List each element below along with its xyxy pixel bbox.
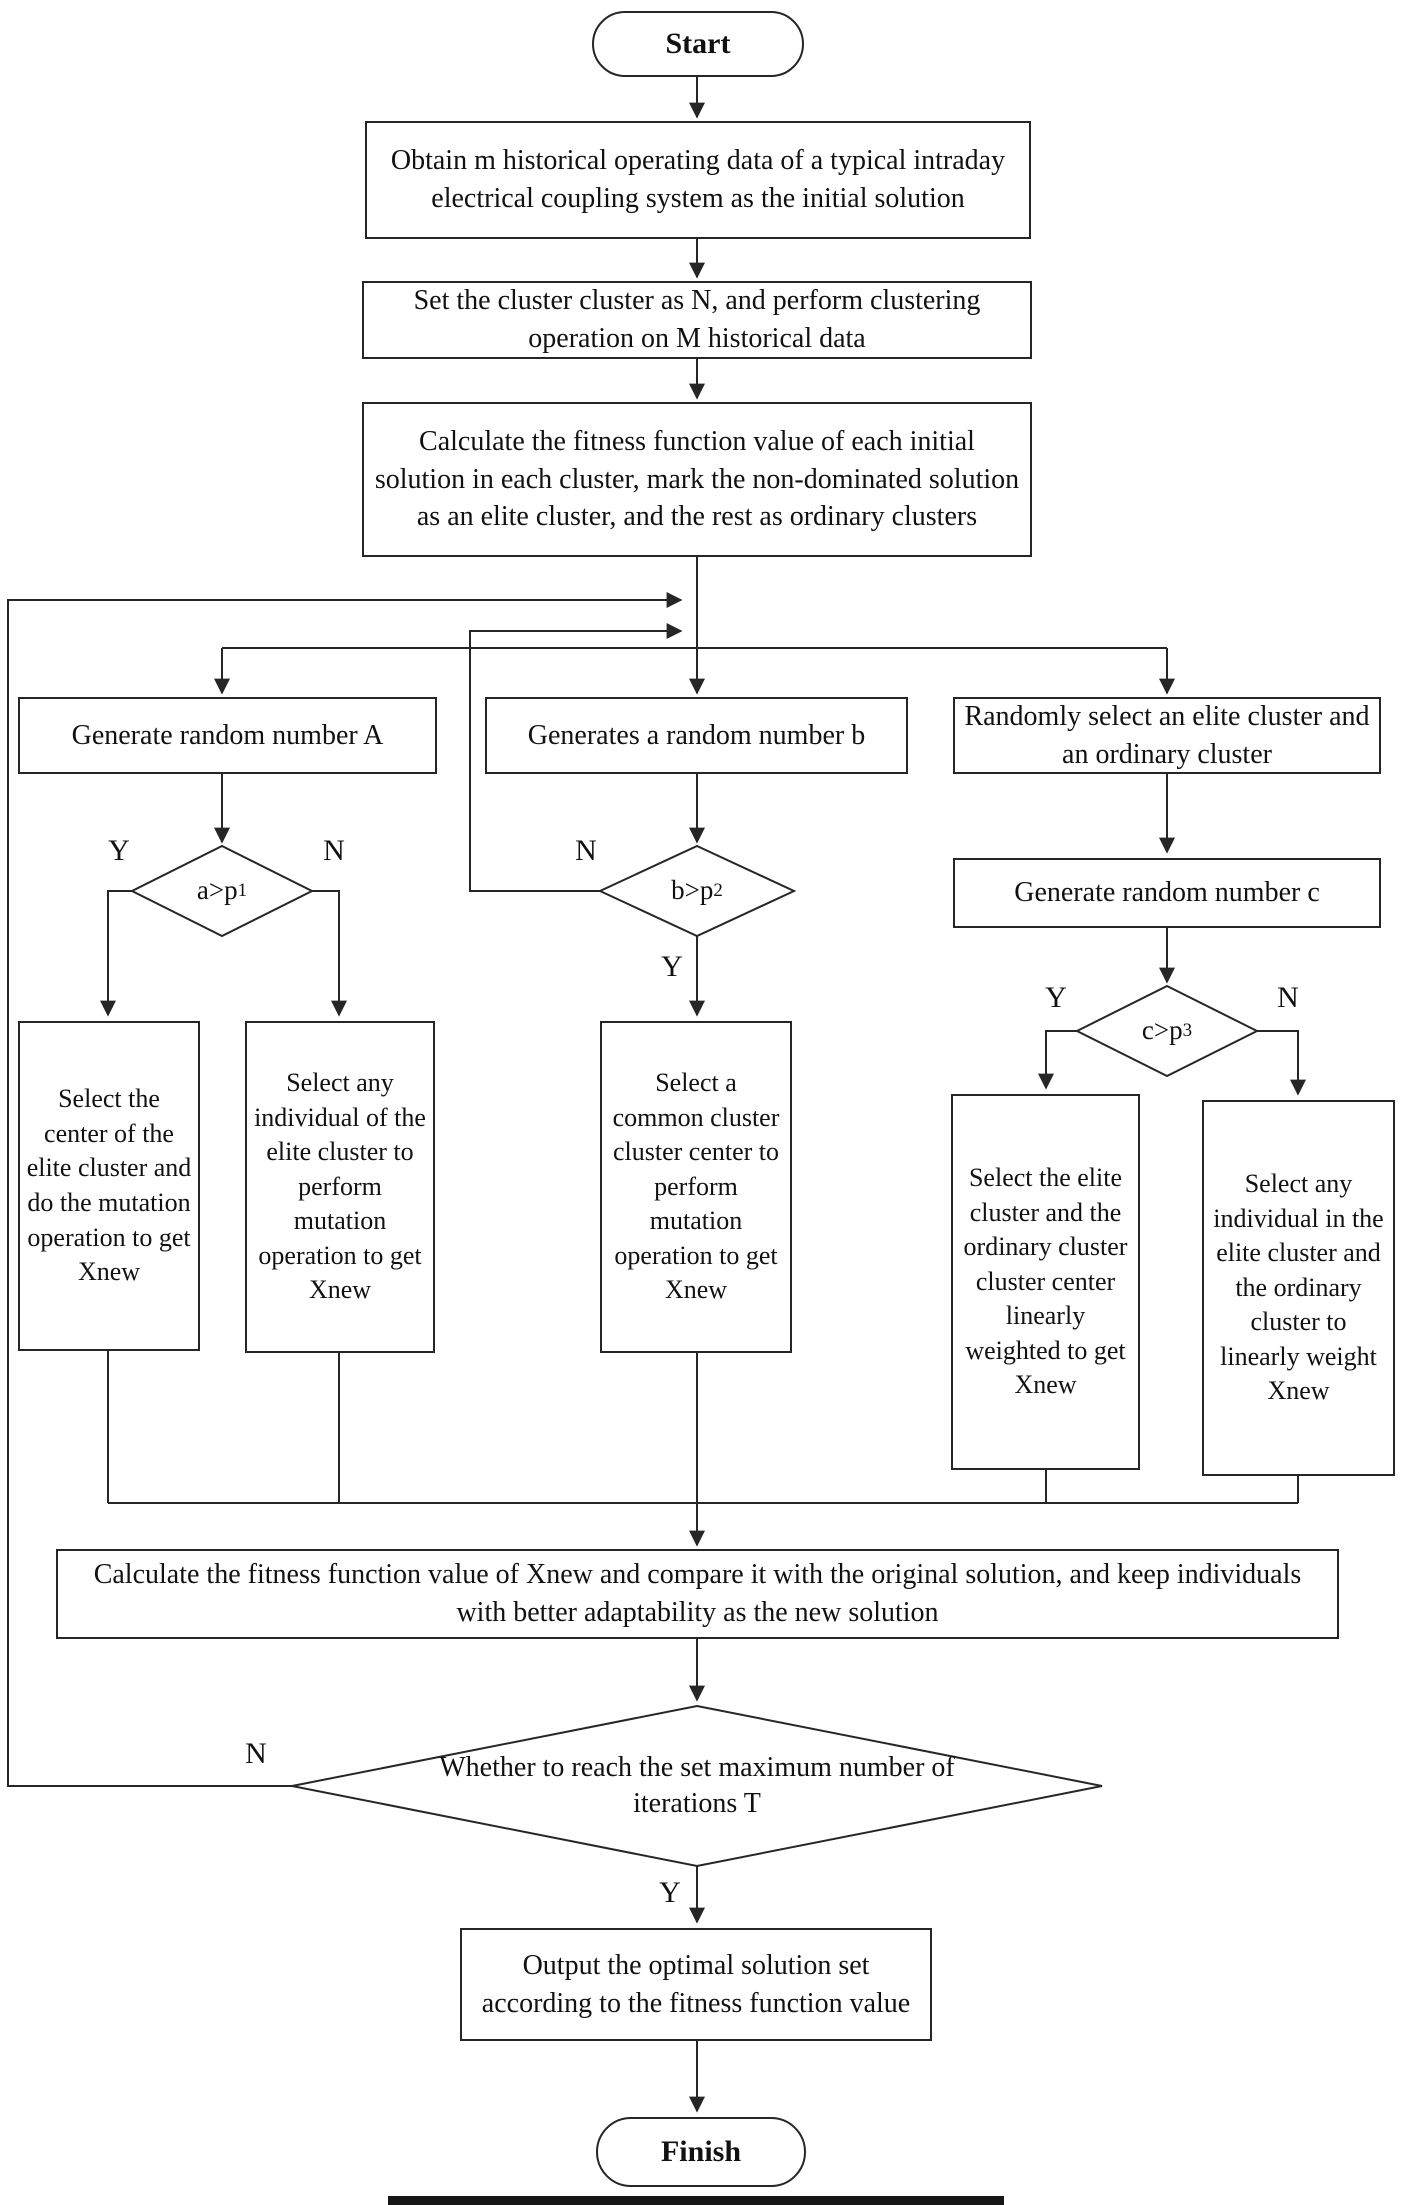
cond-c-sub: 3	[1182, 1019, 1193, 1041]
cond-b-sub: 2	[713, 879, 723, 901]
edge-a-no	[312, 891, 339, 1015]
output-solution-box: Output the optimal solution set according to the fitness function value	[460, 1928, 932, 2041]
edge-label-t-yes: Y	[659, 1876, 681, 1909]
edge-c-no	[1257, 1031, 1298, 1094]
obtain-data-box: Obtain m historical operating data of a typical intraday electrical coupling system as the initial solution	[365, 121, 1031, 239]
edge-label-a-no: N	[323, 834, 345, 867]
start-terminal: Start	[592, 11, 804, 77]
iterate-label: Whether to reach the set maximum number of iterations T	[439, 1751, 955, 1819]
cond-a-sub: 1	[237, 879, 248, 901]
cond-c-label	[1092, 1011, 1242, 1051]
compare-fitness-box: Calculate the fitness function value of Xnew and compare it with the original solution, and keep individuals with better adaptability as the new solution	[56, 1549, 1339, 1639]
leaf-elite-center-mutation-box: Select the center of the elite cluster and do the mutation operation to get Xnew	[18, 1021, 200, 1351]
finish-terminal: Finish	[596, 2117, 806, 2187]
leaf-common-center-mutation-box: Select a common cluster cluster center to perform mutation operation to get Xnew	[600, 1021, 792, 1353]
edge-label-c-yes: Y	[1045, 981, 1067, 1014]
cond-c-text: c>p	[1141, 1015, 1183, 1046]
edge-c-yes	[1046, 1031, 1077, 1088]
edge-label-a-yes: Y	[108, 834, 130, 867]
cond-a-text: a>p	[196, 875, 238, 906]
calc-fitness-box: Calculate the fitness function value of each initial solution in each cluster, mark the non-dominated solution as an elite cluster, and the rest as ordinary clusters	[362, 402, 1032, 557]
cond-b-label	[622, 871, 772, 911]
cond-a-label	[147, 871, 297, 911]
generate-b-box: Generates a random number b	[485, 697, 908, 774]
leaf-linear-weighted-center-box: Select the elite cluster and the ordinary cluster cluster center linearly weighted to get Xnew	[951, 1094, 1140, 1470]
edge-label-t-no: N	[245, 1737, 267, 1770]
leaf-linear-weight-individual-box: Select any individual in the elite cluster and the ordinary cluster to linearly weight Xnew	[1202, 1100, 1395, 1476]
generate-a-box: Generate random number A	[18, 697, 437, 774]
generate-c-box: Generate random number c	[953, 858, 1381, 928]
random-select-box: Randomly select an elite cluster and an ordinary cluster	[953, 697, 1381, 774]
edge-label-b-yes: Y	[661, 950, 683, 983]
edge-a-yes	[108, 891, 132, 1015]
bottom-crop-bar	[388, 2196, 1004, 2205]
set-cluster-box: Set the cluster cluster as N, and perform clustering operation on M historical data	[362, 281, 1032, 359]
edge-label-b-no: N	[575, 834, 597, 867]
cond-b-text: b>p	[671, 875, 714, 906]
edge-label-c-no: N	[1277, 981, 1299, 1014]
leaf-elite-individual-mutation-box: Select any individual of the elite cluster to perform mutation operation to get Xnew	[245, 1021, 435, 1353]
